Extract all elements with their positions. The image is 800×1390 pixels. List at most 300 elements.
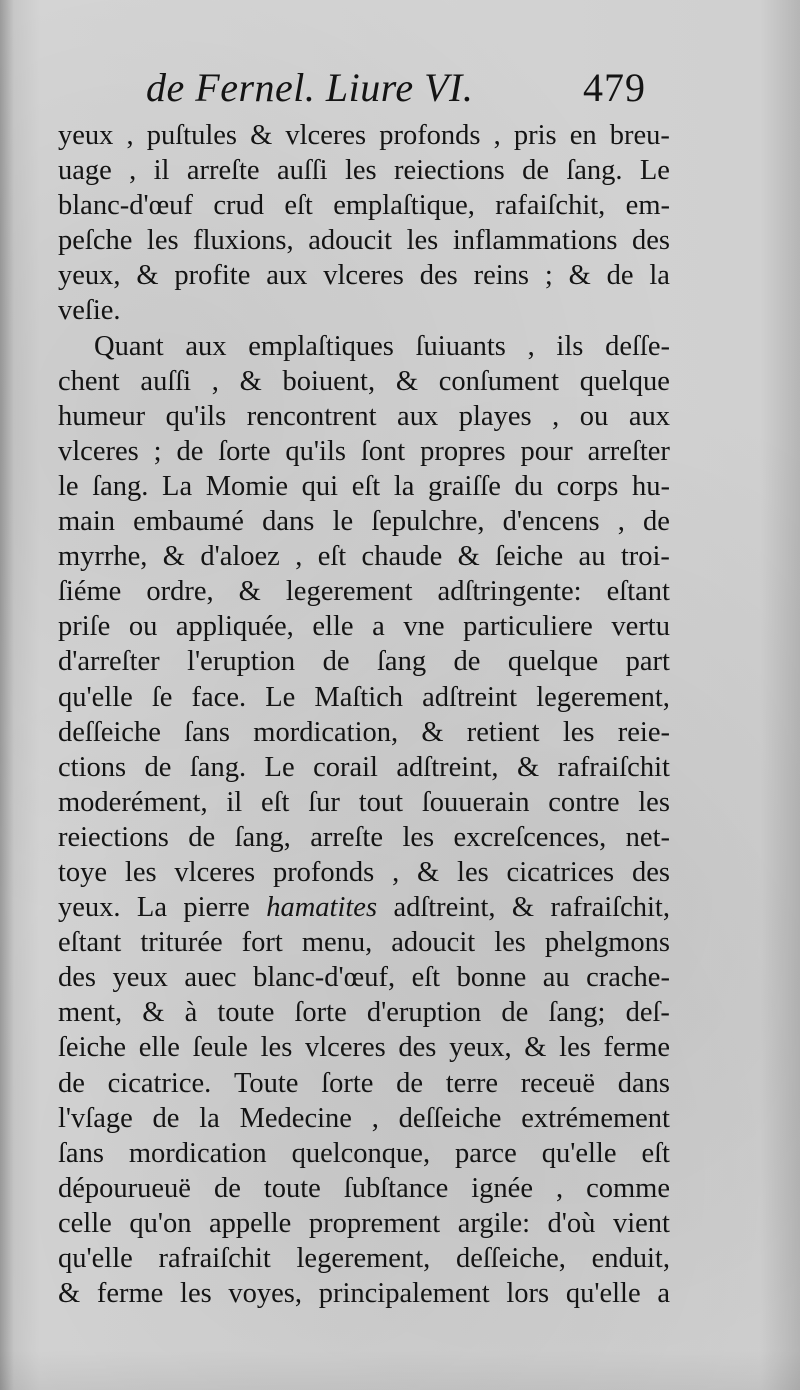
word: aux bbox=[185, 330, 227, 362]
word: voyes, bbox=[228, 1278, 303, 1310]
word: dépourueuë bbox=[58, 1172, 191, 1204]
word: yeux, bbox=[58, 260, 121, 292]
word: & bbox=[136, 260, 159, 292]
word: au bbox=[542, 962, 570, 994]
word: playes bbox=[458, 400, 532, 432]
word: vlceres bbox=[285, 120, 367, 151]
word: aux bbox=[628, 400, 670, 432]
word: ſang. bbox=[92, 470, 149, 502]
word: des bbox=[631, 225, 670, 257]
word: & bbox=[239, 365, 262, 397]
word: d'eruption bbox=[366, 997, 482, 1029]
word: rafraiſchit bbox=[557, 751, 670, 783]
word: extrémement bbox=[521, 1102, 670, 1134]
text-line bbox=[58, 223, 670, 258]
word: chent bbox=[58, 365, 120, 397]
word: boiuent, bbox=[282, 365, 376, 397]
word: eſt bbox=[317, 541, 347, 573]
text-line bbox=[58, 574, 670, 609]
word: ſiéme bbox=[58, 576, 122, 608]
word: yeux bbox=[112, 962, 168, 994]
word: vne bbox=[403, 611, 445, 643]
word: Maſtich bbox=[314, 681, 404, 713]
word: ſeule bbox=[192, 1032, 248, 1064]
word: ignée bbox=[471, 1172, 533, 1204]
word: appliquée, bbox=[175, 611, 294, 643]
word: face. bbox=[191, 681, 247, 713]
word: corail bbox=[313, 751, 378, 783]
word: les bbox=[260, 1032, 293, 1064]
word: yeux bbox=[58, 120, 114, 151]
word: auec bbox=[184, 962, 237, 994]
word: en bbox=[569, 120, 597, 151]
word: d'aloez bbox=[200, 541, 280, 573]
word: de bbox=[643, 506, 670, 538]
word: adoucit bbox=[391, 927, 476, 959]
word: la bbox=[649, 260, 670, 292]
word: ſang, bbox=[234, 821, 291, 853]
word: legerement bbox=[285, 576, 413, 608]
word: cicatrices bbox=[506, 856, 615, 888]
word: ſouuerain bbox=[421, 786, 530, 818]
word: les bbox=[124, 856, 157, 888]
word: blanc-d'œuf, bbox=[253, 962, 396, 994]
word: menu, bbox=[301, 927, 373, 959]
word: ſang; bbox=[548, 997, 606, 1029]
word: net- bbox=[625, 821, 670, 853]
word: ſang. bbox=[566, 155, 623, 187]
word: rafaiſchit, bbox=[495, 190, 606, 222]
word: comme bbox=[586, 1172, 670, 1204]
word: celle bbox=[58, 1207, 112, 1239]
word: eſt bbox=[351, 470, 381, 502]
word: ſuiuants bbox=[415, 330, 506, 362]
word: a bbox=[657, 1278, 670, 1310]
word: Momie bbox=[205, 470, 289, 502]
word: & bbox=[58, 1278, 81, 1310]
word: vient bbox=[612, 1207, 670, 1239]
word: ferme bbox=[96, 1278, 164, 1310]
word: , bbox=[211, 365, 219, 397]
word: il bbox=[226, 786, 243, 818]
word: Quant bbox=[94, 330, 164, 362]
word: ferme bbox=[603, 1032, 670, 1064]
word: arreſte bbox=[310, 821, 383, 853]
word: Medecine bbox=[239, 1102, 352, 1134]
word: graiſſe bbox=[428, 470, 501, 502]
word: embaumé bbox=[133, 506, 244, 538]
page-number: 479 bbox=[583, 65, 646, 110]
word: des bbox=[631, 856, 670, 888]
word: des bbox=[398, 1032, 437, 1064]
word: propres bbox=[420, 435, 506, 467]
word: a bbox=[372, 611, 385, 643]
word: rafraiſchit bbox=[158, 1243, 271, 1274]
word: reie- bbox=[617, 716, 670, 748]
text-line bbox=[58, 1206, 670, 1241]
word: ctions bbox=[58, 751, 127, 783]
text-line bbox=[58, 960, 670, 995]
word: legerement, bbox=[296, 1243, 431, 1274]
word: enduit, bbox=[591, 1243, 670, 1274]
word: ils bbox=[556, 330, 584, 362]
word: les bbox=[344, 155, 377, 187]
word: & bbox=[421, 716, 444, 748]
word: toye bbox=[58, 856, 108, 888]
word: Le bbox=[639, 155, 670, 187]
word: receuë bbox=[520, 1067, 596, 1099]
word: eſt bbox=[260, 786, 290, 818]
word: ſepulchre, bbox=[371, 506, 485, 538]
word: adſtreint bbox=[422, 681, 518, 713]
word: & bbox=[395, 365, 418, 397]
word: vlceres bbox=[305, 1032, 386, 1064]
word: & bbox=[142, 997, 165, 1029]
word: reiections bbox=[393, 155, 505, 187]
body-text bbox=[58, 118, 670, 1311]
word: aux bbox=[266, 260, 308, 292]
word: au bbox=[578, 541, 606, 573]
word: , bbox=[295, 541, 303, 573]
word: ſeiche bbox=[495, 541, 564, 573]
word: quelque bbox=[507, 646, 599, 678]
word: deſſeiche bbox=[58, 716, 161, 748]
word: la bbox=[393, 470, 415, 502]
word: elle bbox=[138, 1032, 180, 1064]
word: deſſeiche, bbox=[455, 1243, 566, 1274]
word: adſtringente: bbox=[437, 576, 582, 608]
word: auſſi bbox=[276, 155, 328, 187]
text-line bbox=[58, 1171, 670, 1206]
word: conſument bbox=[438, 365, 559, 397]
word: vlceres bbox=[58, 435, 139, 467]
word: les bbox=[406, 225, 439, 257]
word: , bbox=[371, 1102, 379, 1134]
word: main bbox=[58, 506, 115, 538]
text-line bbox=[58, 785, 670, 820]
word: emplaſtiques bbox=[248, 330, 394, 362]
word: l'eruption bbox=[187, 646, 296, 678]
word: d'encens bbox=[502, 506, 600, 538]
paragraph-start-line bbox=[58, 329, 670, 364]
word: , bbox=[527, 330, 535, 362]
text-line bbox=[58, 258, 670, 293]
word: les bbox=[559, 1032, 591, 1064]
word: de bbox=[58, 1067, 85, 1099]
word: qui bbox=[301, 470, 339, 502]
word: mordication, bbox=[253, 716, 399, 748]
text-line bbox=[58, 188, 670, 223]
word: & bbox=[511, 892, 535, 924]
word: toute bbox=[217, 997, 275, 1029]
word: adoucit bbox=[308, 225, 393, 257]
text-line bbox=[58, 1241, 670, 1276]
page-header bbox=[0, 64, 800, 124]
text-line bbox=[58, 820, 670, 855]
word: argile: bbox=[457, 1207, 531, 1239]
word: vlceres bbox=[174, 856, 256, 888]
word: les bbox=[638, 786, 670, 818]
word: adſtreint, bbox=[393, 892, 496, 924]
word: qu'elle bbox=[541, 1137, 617, 1169]
word: uage bbox=[58, 155, 112, 187]
word: ſont bbox=[360, 435, 406, 467]
word: dans bbox=[617, 1067, 670, 1099]
word: de bbox=[453, 646, 481, 678]
word: des bbox=[419, 260, 458, 292]
word: ſeiche bbox=[58, 1032, 127, 1064]
word: ſe bbox=[151, 681, 173, 713]
word: la bbox=[199, 1102, 220, 1134]
word: principalement bbox=[318, 1278, 490, 1310]
word: ſur bbox=[308, 786, 340, 818]
word: ſang bbox=[377, 646, 427, 678]
running-title: de Fernel. Liure VI. bbox=[146, 65, 474, 110]
word: hu- bbox=[631, 470, 670, 502]
word: eſt bbox=[284, 190, 313, 222]
word: triturée bbox=[140, 927, 223, 959]
word: dans bbox=[262, 506, 315, 538]
word: bonne bbox=[456, 962, 527, 994]
word: pierre bbox=[183, 892, 250, 924]
word: hamatites bbox=[266, 892, 378, 924]
word: yeux. bbox=[58, 892, 121, 924]
text-line bbox=[58, 1030, 670, 1065]
text-line bbox=[58, 364, 670, 399]
word: rafraiſchit, bbox=[550, 892, 670, 924]
word: de bbox=[322, 646, 350, 678]
word: particuliere bbox=[463, 611, 593, 643]
word: de bbox=[522, 155, 549, 187]
word: ſans bbox=[184, 716, 231, 748]
word: de bbox=[152, 1102, 180, 1134]
word: ſang. bbox=[189, 751, 247, 783]
word: ; bbox=[153, 435, 162, 467]
text-line bbox=[58, 995, 670, 1030]
word: les bbox=[402, 821, 435, 853]
word: & bbox=[457, 541, 480, 573]
word: deſ- bbox=[625, 997, 670, 1029]
word: & bbox=[162, 541, 185, 573]
word: ou bbox=[579, 400, 609, 432]
word: ſorte bbox=[294, 997, 347, 1029]
word: inflammations bbox=[452, 225, 618, 257]
word: aux bbox=[397, 400, 439, 432]
word: Toute bbox=[233, 1067, 299, 1099]
word: , bbox=[493, 120, 501, 151]
word: ment, bbox=[58, 997, 123, 1029]
text-line bbox=[58, 715, 670, 750]
text-line bbox=[58, 1276, 670, 1311]
text-line bbox=[58, 504, 670, 539]
word: peſche bbox=[58, 225, 133, 257]
word: excreſcences, bbox=[453, 821, 607, 853]
word: phelgmons bbox=[544, 927, 670, 959]
word: , bbox=[126, 120, 134, 151]
word: , bbox=[552, 400, 560, 432]
word: La bbox=[136, 892, 167, 924]
word: vertu bbox=[611, 611, 670, 643]
word: ſubſtance bbox=[343, 1172, 449, 1204]
word: eſt bbox=[641, 1137, 670, 1169]
word: , bbox=[617, 506, 625, 538]
word: qu'ils bbox=[165, 400, 227, 432]
word: pris bbox=[513, 120, 557, 151]
word: de bbox=[176, 435, 204, 467]
word: & bbox=[238, 576, 261, 608]
word: de bbox=[606, 260, 634, 292]
word: de bbox=[188, 821, 216, 853]
word: toute bbox=[263, 1172, 321, 1204]
text-line bbox=[58, 855, 670, 890]
word: emplaſtique, bbox=[333, 190, 475, 222]
word: , bbox=[555, 1172, 564, 1204]
word: les bbox=[146, 225, 179, 257]
word: em- bbox=[625, 190, 670, 222]
word: crache- bbox=[586, 962, 670, 994]
word: le bbox=[332, 506, 354, 538]
word: quelconque, bbox=[291, 1137, 431, 1169]
word: de bbox=[144, 751, 172, 783]
word: corps bbox=[556, 470, 619, 502]
word: d'où bbox=[547, 1207, 596, 1239]
word: arreſter bbox=[587, 435, 670, 467]
word: de bbox=[501, 997, 529, 1029]
text-line: veſie. bbox=[58, 295, 121, 327]
word: mordication bbox=[128, 1137, 267, 1169]
word: crud bbox=[213, 190, 264, 222]
word: à bbox=[184, 997, 198, 1029]
word: fort bbox=[241, 927, 283, 959]
word: chaude bbox=[361, 541, 443, 573]
word: & bbox=[250, 120, 273, 151]
word: ſorte bbox=[218, 435, 271, 467]
word: rencontrent bbox=[246, 400, 377, 432]
word: fluxions, bbox=[193, 225, 294, 257]
word: profonds bbox=[272, 856, 375, 888]
text-line bbox=[58, 118, 670, 153]
word: de bbox=[213, 1172, 241, 1204]
word: ordre, bbox=[146, 576, 214, 608]
word: proprement bbox=[308, 1207, 441, 1239]
text-line bbox=[58, 750, 670, 785]
word: Le bbox=[265, 681, 296, 713]
word: deſſe- bbox=[605, 330, 670, 362]
word: d'arreſter bbox=[58, 646, 160, 678]
word: le bbox=[58, 470, 79, 502]
text-line bbox=[58, 434, 670, 469]
word: vlceres bbox=[323, 260, 404, 292]
word: profite bbox=[174, 260, 251, 292]
word: legerement, bbox=[536, 681, 670, 713]
word: qu'elle bbox=[565, 1278, 641, 1310]
word: les bbox=[494, 927, 526, 959]
text-line bbox=[58, 925, 670, 960]
word: terre bbox=[445, 1067, 498, 1099]
word: deſſeiche bbox=[398, 1102, 502, 1134]
word: moderément, bbox=[58, 786, 208, 818]
word: quelque bbox=[579, 365, 670, 397]
word: elle bbox=[312, 611, 354, 643]
word: contre bbox=[548, 786, 620, 818]
text-line bbox=[58, 680, 670, 715]
text-line bbox=[58, 399, 670, 434]
word: qu'on bbox=[129, 1207, 192, 1239]
word: cicatrice. bbox=[107, 1067, 212, 1099]
word: myrrhe, bbox=[58, 541, 148, 573]
word: Le bbox=[264, 751, 295, 783]
text-line bbox=[58, 539, 670, 574]
word: tout bbox=[358, 786, 404, 818]
text-line bbox=[58, 469, 670, 504]
word: humeur bbox=[58, 400, 146, 432]
page-bottom-edge bbox=[0, 1350, 800, 1390]
word: ſans bbox=[58, 1137, 104, 1169]
text-line bbox=[58, 153, 670, 188]
word: pour bbox=[520, 435, 573, 467]
text-line bbox=[58, 890, 670, 925]
word: du bbox=[514, 470, 543, 502]
word: breu- bbox=[609, 120, 670, 151]
word: puſtules bbox=[146, 120, 237, 151]
word: parce bbox=[455, 1137, 517, 1169]
word: auſſi bbox=[140, 365, 192, 397]
word: La bbox=[162, 470, 193, 502]
word: l'vſage bbox=[58, 1102, 133, 1134]
word: qu'ils bbox=[285, 435, 346, 467]
word: blanc-d'œuf bbox=[58, 190, 193, 222]
word: part bbox=[625, 646, 670, 678]
word: il bbox=[153, 155, 170, 187]
word: ; bbox=[544, 260, 553, 292]
word: retient bbox=[466, 716, 540, 748]
word: troi- bbox=[620, 541, 670, 573]
word: ou bbox=[128, 611, 158, 643]
word: & bbox=[524, 1032, 547, 1064]
word: les bbox=[180, 1278, 212, 1310]
word: reiections bbox=[58, 821, 169, 853]
word: profonds bbox=[379, 120, 481, 151]
word: ſorte bbox=[321, 1067, 374, 1099]
word: eſtant bbox=[606, 576, 670, 608]
text-line bbox=[58, 1066, 670, 1101]
word: yeux, bbox=[449, 1032, 512, 1064]
text-line bbox=[58, 1136, 670, 1171]
word: , bbox=[392, 856, 400, 888]
word: des bbox=[58, 962, 96, 994]
word: eſt bbox=[411, 962, 441, 994]
text-line bbox=[58, 1101, 670, 1136]
word: qu'elle bbox=[58, 1243, 133, 1274]
word: arreſte bbox=[186, 155, 260, 187]
word: de bbox=[396, 1067, 424, 1099]
text-line bbox=[58, 644, 670, 679]
word: appelle bbox=[209, 1207, 292, 1239]
word: reins bbox=[473, 260, 529, 292]
word: adſtreint, bbox=[396, 751, 499, 783]
word: & bbox=[568, 260, 591, 292]
word: lors bbox=[506, 1278, 550, 1310]
word: les bbox=[457, 856, 489, 888]
word: priſe bbox=[58, 611, 111, 643]
word: & bbox=[417, 856, 440, 888]
text-line bbox=[58, 609, 670, 644]
word: , bbox=[129, 155, 137, 187]
word: qu'elle bbox=[58, 681, 133, 713]
word: eſtant bbox=[58, 927, 122, 959]
word: les bbox=[562, 716, 595, 748]
word: & bbox=[516, 751, 540, 783]
